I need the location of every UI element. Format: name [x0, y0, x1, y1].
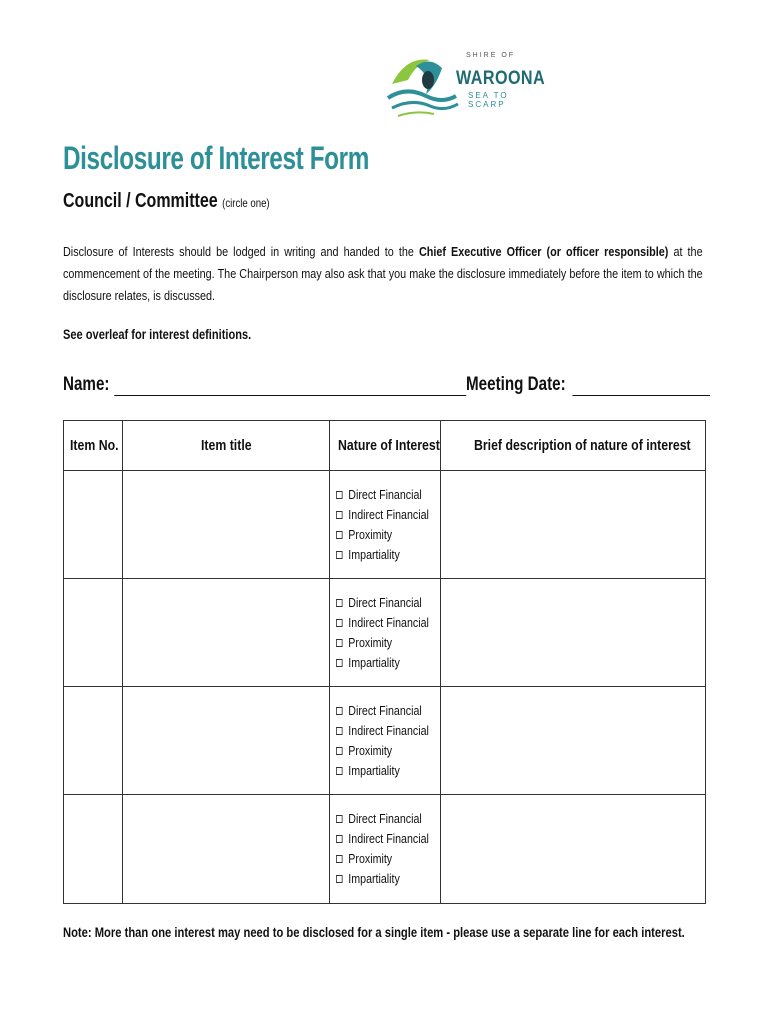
checkbox-icon[interactable] — [336, 707, 343, 715]
checkbox-icon[interactable] — [336, 619, 343, 627]
checkbox-icon[interactable] — [336, 511, 343, 519]
intro-part1: Disclosure of Interests should be lodged in writing and handed to the — [63, 244, 419, 259]
checkbox-icon[interactable] — [336, 551, 343, 559]
option-indirect-financial[interactable]: Indirect Financial — [336, 721, 429, 741]
option-direct-financial[interactable]: Direct Financial — [336, 593, 429, 613]
checkbox-icon[interactable] — [336, 491, 343, 499]
option-direct-financial[interactable]: Direct Financial — [336, 809, 429, 829]
table-row[interactable] — [64, 471, 705, 579]
overleaf-note: See overleaf for interest definitions. — [63, 327, 252, 342]
checkbox-icon[interactable] — [336, 659, 343, 667]
checkbox-icon[interactable] — [336, 815, 343, 823]
option-direct-financial[interactable]: Direct Financial — [336, 485, 429, 505]
option-proximity[interactable]: Proximity — [336, 849, 429, 869]
checkbox-icon[interactable] — [336, 875, 343, 883]
interest-table — [63, 420, 706, 904]
interest-options — [336, 809, 449, 889]
name-label: Name: — [63, 374, 110, 395]
subtitle — [63, 190, 270, 213]
meeting-date-label: Meeting Date: — [466, 374, 566, 395]
checkbox-icon[interactable] — [336, 531, 343, 539]
option-indirect-financial[interactable]: Indirect Financial — [336, 505, 429, 525]
option-impartiality[interactable]: Impartiality — [336, 761, 429, 781]
option-impartiality[interactable]: Impartiality — [336, 869, 429, 889]
intro-part2: at the commencement of the meeting. The Chairperson may also ask that you make the disclosure immediately before the item to which the disclosure relates, is discussed. — [63, 244, 703, 303]
page-title: Disclosure of Interest Form — [63, 140, 369, 176]
header-description: Brief description of nature of interest — [474, 437, 691, 454]
option-proximity[interactable]: Proximity — [336, 633, 429, 653]
option-indirect-financial[interactable]: Indirect Financial — [336, 829, 429, 849]
table-row[interactable] — [64, 579, 705, 687]
option-impartiality[interactable]: Impartiality — [336, 545, 429, 565]
checkbox-icon[interactable] — [336, 727, 343, 735]
header-nature: Nature of Interest — [338, 437, 440, 454]
meeting-date-input-line[interactable] — [572, 377, 710, 396]
logo-name: WAROONA — [456, 68, 546, 89]
logo-small-text: SHIRE OF — [466, 52, 516, 59]
interest-options — [336, 485, 449, 565]
checkbox-icon[interactable] — [336, 747, 343, 755]
name-input-line[interactable] — [114, 377, 466, 396]
subtitle-note: (circle one) — [222, 196, 270, 210]
subtitle-main: Council / Committee — [63, 190, 218, 212]
checkbox-icon[interactable] — [336, 855, 343, 863]
footer-note: Note: More than one interest may need to be disclosed for a single item - please use a separate line for each interest. — [63, 924, 685, 940]
checkbox-icon[interactable] — [336, 767, 343, 775]
shire-logo — [386, 46, 546, 122]
interest-options — [336, 593, 449, 673]
table-row[interactable] — [64, 687, 705, 795]
intro-paragraph — [63, 241, 703, 307]
table-header — [64, 421, 705, 471]
interest-options — [336, 701, 449, 781]
header-item-no: Item No. — [70, 437, 119, 454]
intro-bold: Chief Executive Officer (or officer responsible) — [418, 244, 669, 259]
option-proximity[interactable]: Proximity — [336, 525, 429, 545]
checkbox-icon[interactable] — [336, 599, 343, 607]
checkbox-icon[interactable] — [336, 639, 343, 647]
option-impartiality[interactable]: Impartiality — [336, 653, 429, 673]
option-direct-financial[interactable]: Direct Financial — [336, 701, 429, 721]
waroona-emblem-icon — [386, 46, 466, 122]
name-field[interactable] — [63, 374, 466, 396]
meeting-date-field[interactable] — [466, 374, 710, 396]
table-row[interactable] — [64, 795, 705, 903]
option-indirect-financial[interactable]: Indirect Financial — [336, 613, 429, 633]
logo-tagline: SEA TO SCARP — [468, 91, 509, 109]
header-item-title: Item title — [201, 437, 252, 454]
option-proximity[interactable]: Proximity — [336, 741, 429, 761]
checkbox-icon[interactable] — [336, 835, 343, 843]
